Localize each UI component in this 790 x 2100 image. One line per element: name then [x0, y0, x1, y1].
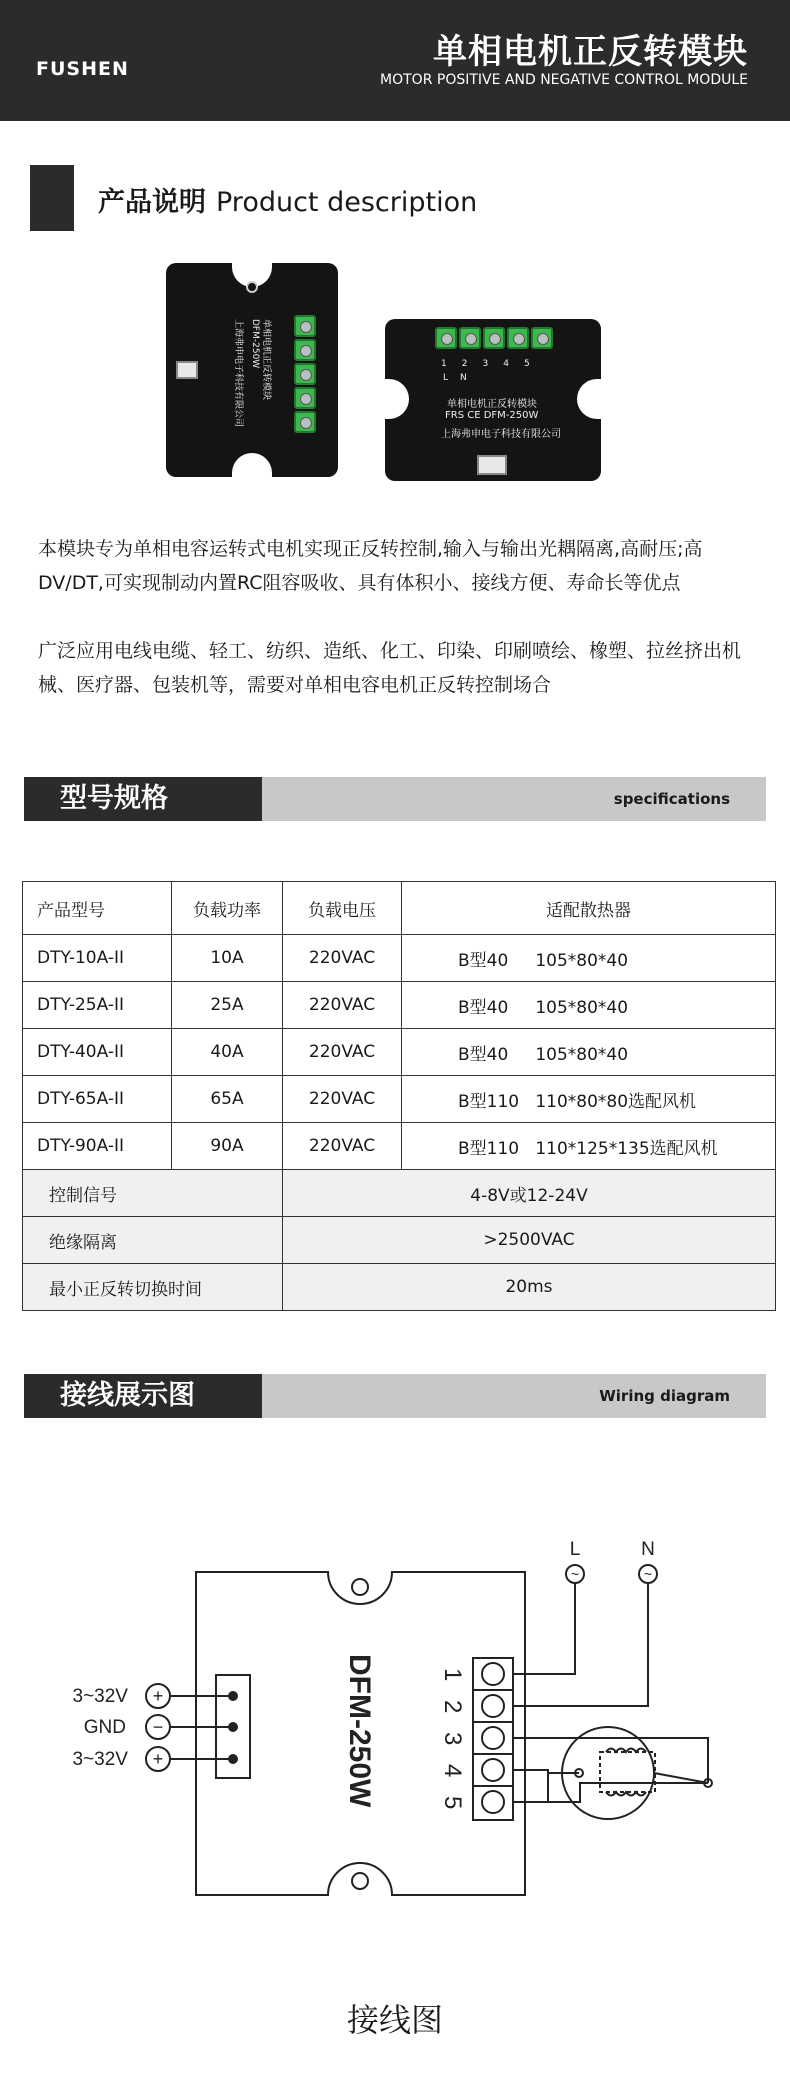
- table-row: [23, 1029, 776, 1076]
- description-paragraph-1: 本模块专为单相电容运转式电机实现正反转控制,输入与输出光耦隔离,高耐压;高DV/DT,可实现制动内置RC阻容吸收、具有体积小、接线方便、寿命长等优点: [38, 538, 703, 594]
- terminal-screw-icon: [294, 363, 316, 385]
- terminal-screw-icon: [482, 1695, 504, 1717]
- terminal-screw-icon: [294, 339, 316, 361]
- table-row: [23, 1123, 776, 1170]
- table-row: [23, 1076, 776, 1123]
- specs-section-title: 型号规格: [24, 777, 262, 821]
- voltage-cell: 220VAC: [283, 935, 402, 982]
- motor-coil: [606, 1749, 646, 1753]
- terminal-number: 1: [439, 1668, 466, 1682]
- terminal-number: 5: [439, 1796, 466, 1810]
- wiring-section-title: 接线展示图: [24, 1374, 262, 1418]
- input-label: GND: [83, 1717, 126, 1738]
- voltage-cell: 220VAC: [283, 982, 402, 1029]
- spec-value-cell: 4-8V或12-24V: [283, 1170, 776, 1217]
- product-description-heading: [98, 180, 477, 219]
- voltage-cell: 220VAC: [283, 1029, 402, 1076]
- mount-hole-top: [352, 1579, 368, 1595]
- table-row-isolation: [23, 1217, 776, 1264]
- wire-N: [513, 1583, 648, 1706]
- ac-symbol: ~: [643, 1566, 653, 1582]
- input-symbol: +: [152, 1686, 164, 1706]
- table-header-cell: 产品型号: [23, 882, 172, 935]
- terminal-number: 4: [439, 1764, 466, 1778]
- module-name-label: 单相电机正反转模块: [261, 319, 271, 401]
- specs-section-title-en: specifications: [613, 790, 730, 808]
- terminal-screw-icon: [294, 411, 316, 433]
- heatsink-cell: B型110 110*80*80选配风机: [402, 1076, 776, 1123]
- wiring-section-bar: [24, 1374, 766, 1418]
- heatsink-cell: B型110 110*125*135选配风机: [402, 1123, 776, 1170]
- section-marker: [30, 165, 74, 231]
- heatsink-cell: B型40 105*80*40: [402, 935, 776, 982]
- spec-value-cell: 20ms: [283, 1264, 776, 1311]
- voltage-cell: 220VAC: [283, 1123, 402, 1170]
- brand-name: FUSHEN: [36, 58, 129, 80]
- terminal-screw-icon: [482, 1663, 504, 1685]
- terminal-screw-icon: [482, 1727, 504, 1749]
- heatsink-cell: B型40 105*80*40: [402, 1029, 776, 1076]
- input-symbol: +: [152, 1749, 164, 1769]
- model-cell: DTY-90A-II: [23, 1123, 172, 1170]
- model-label: DFM-250W: [343, 1654, 376, 1808]
- line-label: N: [641, 1539, 655, 1560]
- signal-plug: [477, 455, 507, 475]
- line-label: L: [569, 1539, 581, 1560]
- ac-symbol: ~: [570, 1566, 580, 1582]
- table-header-row: [23, 882, 776, 935]
- table-header-cell: 负载功率: [172, 882, 283, 935]
- wiring-caption: 接线图: [346, 2001, 443, 2039]
- table-header-cell: 负载电压: [283, 882, 402, 935]
- wiring-diagram: [0, 1520, 790, 1960]
- heatsink-cell: B型40 105*80*40: [402, 982, 776, 1029]
- terminal-block: [473, 1658, 513, 1820]
- description-paragraph-2: 广泛应用电线电缆、轻工、纺织、造纸、化工、印染、印刷喷绘、橡塑、拉丝挤出机械、医疗器、包装机等，需要对单相电容电机正反转控制场合: [38, 640, 742, 696]
- input-label: 3~32V: [72, 1686, 128, 1707]
- motor-wire: [654, 1773, 708, 1783]
- table-row-switch-time: [23, 1264, 776, 1311]
- spec-value-cell: >2500VAC: [283, 1217, 776, 1264]
- heading-en: Product description: [216, 187, 478, 218]
- power-cell: 90A: [172, 1123, 283, 1170]
- terminal-number-label: 12345: [441, 359, 545, 369]
- terminal-screw-icon: [483, 327, 505, 349]
- mount-hole-bottom: [352, 1873, 368, 1889]
- terminal-screw-icon: [294, 387, 316, 409]
- page-header: [0, 0, 790, 121]
- wire-L: [513, 1583, 575, 1674]
- module-photo-horizontal: [385, 319, 601, 481]
- terminal-line-label: LN: [443, 373, 479, 383]
- model-cell: DTY-65A-II: [23, 1076, 172, 1123]
- terminal-screw-icon: [507, 327, 529, 349]
- model-cell: DTY-10A-II: [23, 935, 172, 982]
- specs-section-bar: [24, 777, 766, 821]
- wiring-section-title-en: Wiring diagram: [599, 1387, 730, 1405]
- module-name-label: 单相电机正反转模块: [447, 399, 537, 410]
- terminal-number: 2: [439, 1700, 466, 1714]
- page-subtitle: MOTOR POSITIVE AND NEGATIVE CONTROL MODULE: [380, 72, 748, 88]
- mount-hole-right: [577, 379, 603, 419]
- spec-label-cell: 控制信号: [23, 1170, 283, 1217]
- module-company-label: 上海弗申电子科技有限公司: [233, 319, 243, 428]
- terminal-screw-icon: [482, 1759, 504, 1781]
- motor-wire-3: [513, 1738, 708, 1783]
- terminal-screw-icon: [459, 327, 481, 349]
- page-title: 单相电机正反转模块: [433, 32, 748, 72]
- table-header-cell: 适配散热器: [402, 882, 776, 935]
- motor-coil: [606, 1792, 646, 1796]
- model-cell: DTY-40A-II: [23, 1029, 172, 1076]
- spec-label-cell: 绝缘隔离: [23, 1217, 283, 1264]
- power-cell: 40A: [172, 1029, 283, 1076]
- terminal-screw-icon: [482, 1791, 504, 1813]
- terminal-screw-icon: [435, 327, 457, 349]
- module-company-label: 上海弗申电子科技有限公司: [441, 429, 561, 440]
- table-row: [23, 982, 776, 1029]
- mount-hole-left: [383, 379, 409, 419]
- terminal-screw-icon: [531, 327, 553, 349]
- power-cell: 10A: [172, 935, 283, 982]
- input-symbol: −: [152, 1717, 164, 1737]
- module-cert-label: FRS CE DFM-250W: [445, 410, 539, 421]
- terminal-number: 3: [439, 1732, 466, 1746]
- mount-hole-bottom: [232, 453, 272, 479]
- input-label: 3~32V: [72, 1749, 128, 1770]
- screw-hole-icon: [246, 281, 258, 293]
- terminal-screw-icon: [294, 315, 316, 337]
- terminal-bridge: [513, 1770, 548, 1802]
- table-row-control-signal: [23, 1170, 776, 1217]
- power-cell: 25A: [172, 982, 283, 1029]
- spec-label-cell: 最小正反转切换时间: [23, 1264, 283, 1311]
- power-cell: 65A: [172, 1076, 283, 1123]
- voltage-cell: 220VAC: [283, 1076, 402, 1123]
- table-row: [23, 935, 776, 982]
- signal-plug: [176, 361, 198, 379]
- module-photo-vertical: [166, 263, 338, 477]
- motor-winding: [600, 1752, 655, 1792]
- model-cell: DTY-25A-II: [23, 982, 172, 1029]
- heading-cn: 产品说明: [98, 187, 206, 218]
- module-model-label: DFM-250W: [250, 319, 260, 369]
- spec-table: [22, 881, 776, 1311]
